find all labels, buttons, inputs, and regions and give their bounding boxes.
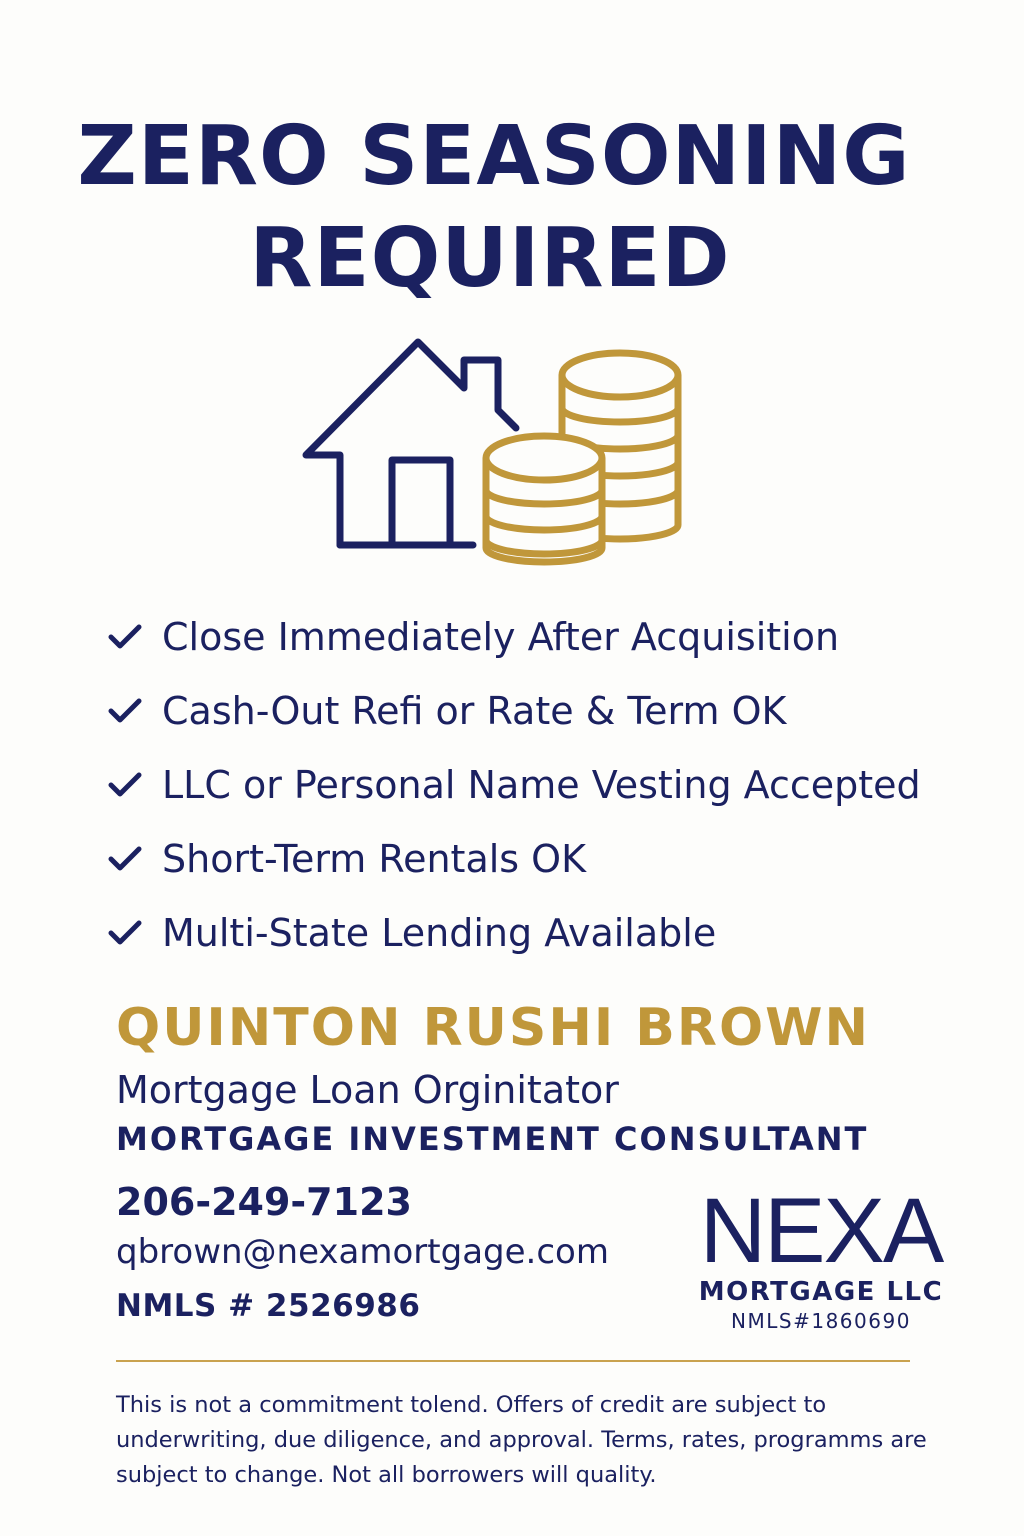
checkmark-icon bbox=[104, 839, 146, 879]
originator-role: MORTGAGE INVESTMENT CONSULTANT bbox=[116, 1120, 869, 1158]
email-address[interactable]: qbrown@nexamortgage.com bbox=[116, 1232, 609, 1272]
feature-item bbox=[104, 822, 921, 896]
logo-subtitle: MORTGAGE LLC bbox=[698, 1277, 944, 1308]
headline-line-2: REQUIRED bbox=[249, 211, 731, 306]
hero-illustration bbox=[290, 330, 700, 580]
feature-item bbox=[104, 896, 921, 970]
company-nmls: NMLS#1860690 bbox=[731, 1309, 911, 1334]
coin-stack-icon bbox=[486, 436, 602, 562]
disclaimer-text: This is not a commitment tolend. Offers of credit are subject to underwriting, due diligence, and approval. Terms, rates, programms are subject to change. Not all borrowers will quality. bbox=[116, 1392, 927, 1488]
headline-line-1: ZERO SEASONING bbox=[77, 109, 911, 204]
originator-title: Mortgage Loan Orginitator bbox=[116, 1068, 619, 1112]
company-logo bbox=[690, 1180, 952, 1334]
feature-item bbox=[104, 748, 921, 822]
feature-text: Short-Term Rentals OK bbox=[162, 837, 586, 881]
checkmark-icon bbox=[104, 617, 146, 657]
feature-text: Close Immediately After Acquisition bbox=[162, 615, 840, 659]
phone-number[interactable]: 206-249-7123 bbox=[116, 1180, 412, 1224]
feature-item bbox=[104, 600, 921, 674]
originator-nmls: NMLS # 2526986 bbox=[116, 1288, 421, 1324]
divider bbox=[116, 1360, 910, 1362]
originator-name: QUINTON RUSHI BROWN bbox=[116, 998, 871, 1058]
feature-text: LLC or Personal Name Vesting Accepted bbox=[162, 763, 921, 807]
logo-wordmark: NEXA bbox=[699, 1180, 943, 1282]
checkmark-icon bbox=[104, 691, 146, 731]
checkmark-icon bbox=[104, 765, 146, 805]
feature-text: Cash-Out Refi or Rate & Term OK bbox=[162, 689, 787, 733]
feature-text: Multi-State Lending Available bbox=[162, 911, 717, 955]
feature-list bbox=[104, 600, 921, 970]
checkmark-icon bbox=[104, 913, 146, 953]
feature-item bbox=[104, 674, 921, 748]
